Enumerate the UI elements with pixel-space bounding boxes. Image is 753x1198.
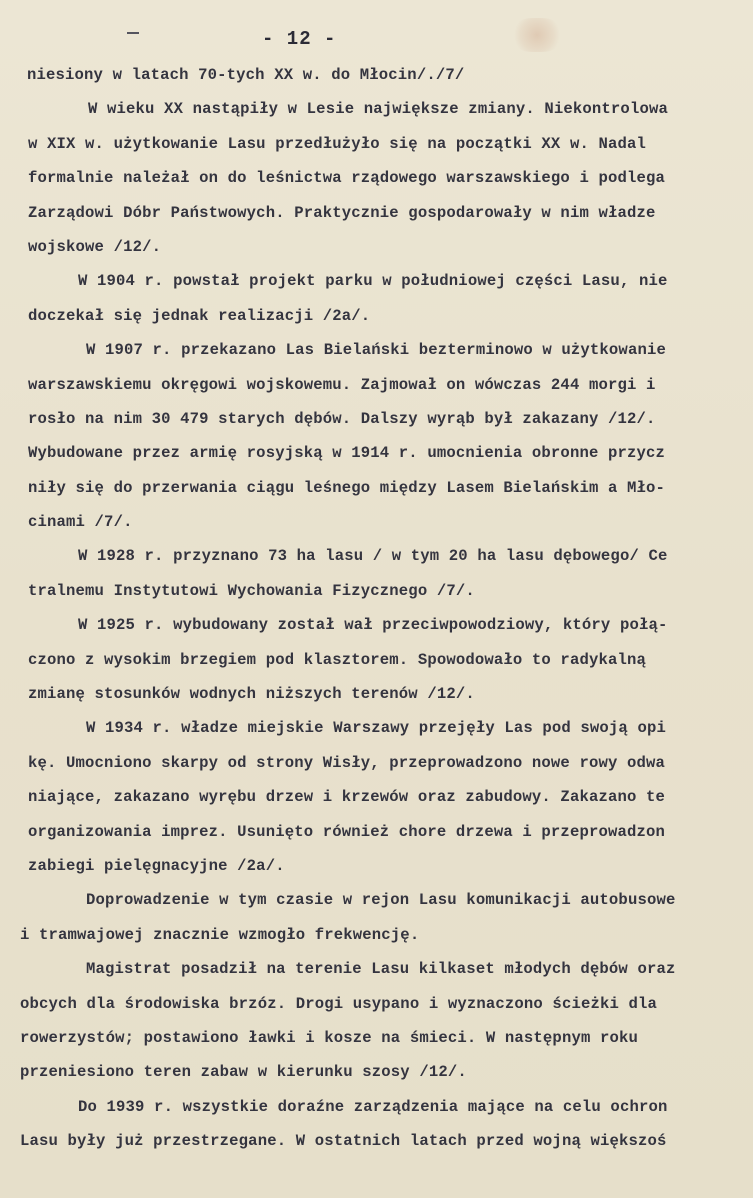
- text-line: [0, 402, 753, 436]
- text-line-content: niesiony w latach 70-tych XX w. do Młocin/./7/: [27, 66, 465, 84]
- text-line-content: W 1928 r. przyznano 73 ha lasu / w tym 20 ha lasu dębowego/ Ce: [78, 547, 668, 566]
- text-line: [0, 746, 753, 780]
- text-line: [0, 92, 753, 126]
- text-line: [0, 230, 753, 264]
- text-line-content: przeniesiono teren zabaw w kierunku szosy /12/.: [20, 1063, 467, 1082]
- text-line: [0, 1124, 753, 1158]
- text-line-content: Lasu były już przestrzegane. W ostatnich latach przed wojną większoś: [20, 1132, 667, 1151]
- text-line-content: czono z wysokim brzegiem pod klasztorem. Spowodowało to radykalną: [28, 650, 647, 669]
- text-line-content: W wieku XX nastąpiły w Lesie największe zmiany. Niekontrolowa: [88, 100, 668, 119]
- text-line-content: formalnie należał on do leśnictwa rządowego warszawskiego i podlega: [28, 169, 666, 188]
- text-line-content: i tramwajowej znacznie wzmogło frekwencję.: [20, 925, 420, 944]
- text-line: [0, 883, 753, 917]
- text-line-content: zmianę stosunków wodnych niższych terenów /12/.: [28, 685, 475, 704]
- text-line: [0, 196, 753, 230]
- text-line: [0, 161, 753, 195]
- text-line: [0, 815, 753, 849]
- text-line-content: tralnemu Instytutowi Wychowania Fizycznego /7/.: [28, 581, 475, 600]
- text-line-content: W 1904 r. powstał projekt parku w południowej części Lasu, nie: [78, 272, 668, 291]
- text-line-content: niające, zakazano wyrębu drzew i krzewów oraz zabudowy. Zakazano te: [28, 788, 666, 807]
- text-line-content: niły się do przerwania ciągu leśnego między Lasem Bielańskim a Mło-: [28, 478, 666, 497]
- text-line: [0, 711, 753, 745]
- text-line: [0, 299, 753, 333]
- text-line: [0, 471, 753, 505]
- text-line-content: Doprowadzenie w tym czasie w rejon Lasu komunikacji autobusowe: [86, 891, 676, 910]
- text-line: [0, 1021, 753, 1055]
- text-line: [0, 58, 753, 92]
- body-text: [0, 58, 753, 1159]
- text-line-content: Wybudowane przez armię rosyjską w 1914 r. umocnienia obronne przycz: [28, 444, 666, 463]
- text-line: [0, 1090, 753, 1124]
- text-line-content: W 1925 r. wybudowany został wał przeciwpowodziowy, który połą-: [78, 616, 668, 635]
- text-line: [0, 574, 753, 608]
- text-line: [0, 1055, 753, 1089]
- text-line-content: Do 1939 r. wszystkie doraźne zarządzenia mające na celu ochron: [78, 1097, 668, 1116]
- paper-stain: [512, 18, 562, 52]
- text-line: [0, 987, 753, 1021]
- text-line: [0, 643, 753, 677]
- text-line: [0, 436, 753, 470]
- text-line-content: kę. Umocniono skarpy od strony Wisły, przeprowadzono nowe rowy odwa: [28, 753, 666, 772]
- text-line-content: cinami /7/.: [28, 513, 133, 532]
- text-line-content: obcych dla środowiska brzóz. Drogi usypano i wyznaczono ścieżki dla: [20, 994, 658, 1013]
- dash-mark: [127, 32, 139, 34]
- text-line: [0, 608, 753, 642]
- text-line: [0, 952, 753, 986]
- text-line-content: rosło na nim 30 479 starych dębów. Dalszy wyrąb był zakazany /12/.: [28, 409, 656, 428]
- text-line: [0, 918, 753, 952]
- text-line: [0, 368, 753, 402]
- text-line-content: Zarządowi Dóbr Państwowych. Praktycznie gospodarowały w nim władze: [28, 203, 656, 222]
- text-line: [0, 780, 753, 814]
- text-line-content: W 1934 r. władze miejskie Warszawy przejęły Las pod swoją opi: [86, 719, 666, 738]
- text-line-content: doczekał się jednak realizacji /2a/.: [28, 306, 371, 325]
- text-line: [0, 127, 753, 161]
- page-number: - 12 -: [262, 28, 337, 50]
- text-line: [0, 333, 753, 367]
- text-line-content: organizowania imprez. Usunięto również chore drzewa i przeprowadzon: [28, 822, 666, 841]
- text-line: [0, 849, 753, 883]
- text-line: [0, 264, 753, 298]
- text-line-content: w XIX w. użytkowanie Lasu przedłużyło się na początki XX w. Nadal: [28, 134, 647, 153]
- text-line-content: W 1907 r. przekazano Las Bielański bezterminowo w użytkowanie: [86, 341, 666, 360]
- text-line-content: zabiegi pielęgnacyjne /2a/.: [28, 856, 285, 875]
- text-line: [0, 539, 753, 573]
- text-line-content: Magistrat posadził na terenie Lasu kilkaset młodych dębów oraz: [86, 960, 676, 979]
- text-line: [0, 505, 753, 539]
- text-line-content: rowerzystów; postawiono ławki i kosze na śmieci. W następnym roku: [20, 1028, 639, 1047]
- text-line: [0, 677, 753, 711]
- text-line-content: wojskowe /12/.: [28, 237, 162, 256]
- text-line-content: warszawskiemu okręgowi wojskowemu. Zajmował on wówczas 244 morgi i: [28, 375, 656, 394]
